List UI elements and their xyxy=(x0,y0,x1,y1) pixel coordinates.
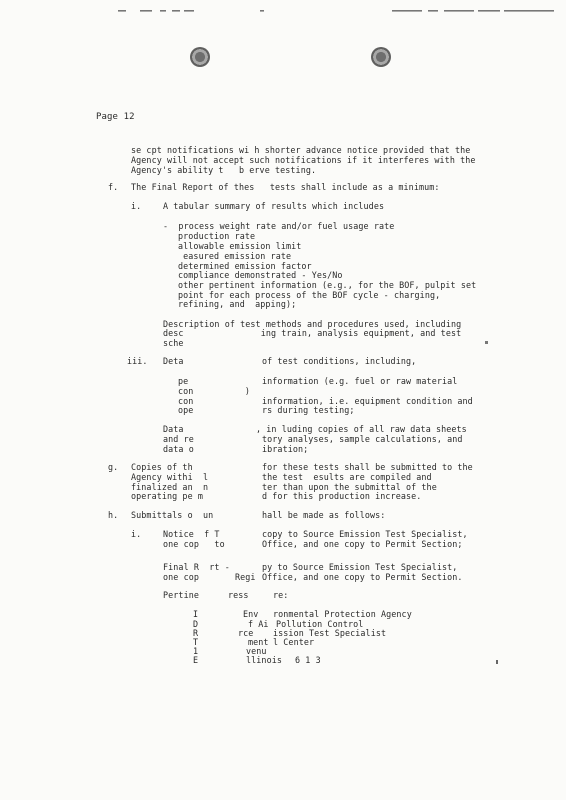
text-line: tory analyses, sample calculations, and xyxy=(262,434,463,444)
item-marker-i: i. xyxy=(131,201,142,211)
text-line: A tabular summary of results which includes xyxy=(163,201,385,211)
list-item: allowable emission limit xyxy=(178,241,302,251)
list-item: refining, and apping); xyxy=(178,299,297,309)
item-marker-iii: iii. xyxy=(127,356,148,366)
address-line: rce xyxy=(238,628,254,638)
text-line: re: xyxy=(273,590,289,600)
address-line: Pollution Control xyxy=(276,619,364,629)
text-line: Submittals o un xyxy=(131,510,214,520)
text-line: operating pe m xyxy=(131,491,203,501)
list-item: information, i.e. equipment condition and xyxy=(262,396,473,406)
text-line: copy to Source Emission Test Specialist, xyxy=(262,529,468,539)
item-marker-g: g. xyxy=(108,462,119,472)
list-item: easured emission rate xyxy=(178,251,292,261)
list-item: compliance demonstrated - Yes/No xyxy=(178,270,343,280)
item-marker-f: f. xyxy=(108,182,119,192)
address-line: ronmental Protection Agency xyxy=(273,609,412,619)
address-line: E xyxy=(193,655,199,665)
text-line: and re xyxy=(163,434,194,444)
text-line: ter than upon the submittal of the xyxy=(262,482,437,492)
address-line: T xyxy=(193,637,199,647)
scan-speck xyxy=(496,660,498,664)
list-item: information (e.g. fuel or raw material xyxy=(262,376,458,386)
text-line: Data xyxy=(163,424,184,434)
text-line: Copies of th xyxy=(131,462,193,472)
text-line: The Final Report of thes tests shall include as a minimum: xyxy=(131,182,440,192)
text-line: Notice f T xyxy=(163,529,220,539)
text-line: se cpt notifications wi h shorter advance notice provided that the xyxy=(131,145,471,155)
address-line: 1 xyxy=(193,646,199,656)
address-line: ment xyxy=(248,637,269,647)
text-line: Deta xyxy=(163,356,184,366)
list-item: pe xyxy=(178,376,189,386)
address-line: I xyxy=(193,609,199,619)
text-line: one cop to xyxy=(163,539,225,549)
text-line: finalized an n xyxy=(131,482,209,492)
list-item: other pertinent information (e.g., for the BOF, pulpit set xyxy=(178,280,477,290)
text-line: the test esults are compiled and xyxy=(262,472,432,482)
list-item: con xyxy=(178,396,194,406)
page-label: Page 12 xyxy=(96,112,135,122)
list-item: ope xyxy=(178,405,194,415)
text-line: py to Source Emission Test Specialist, xyxy=(262,562,458,572)
text-line: Agency's ability t b erve testing. xyxy=(131,165,317,175)
address-line: D xyxy=(193,619,199,629)
text-line: for these tests shall be submitted to the xyxy=(262,462,473,472)
list-item: - process weight rate and/or fuel usage rate xyxy=(163,221,395,231)
list-item: determined emission factor xyxy=(178,261,312,271)
scan-speck xyxy=(485,341,488,344)
text-line: of test conditions, including, xyxy=(262,356,417,366)
text-line: Office, and one copy to Permit Section. xyxy=(262,572,463,582)
text-line: ibration; xyxy=(262,444,309,454)
text-line: , in luding copies of all raw data sheets xyxy=(256,424,467,434)
address-line: f Ai xyxy=(248,619,269,629)
text-line: sche xyxy=(163,338,184,348)
address-line: 6 1 3 xyxy=(295,655,321,665)
text-line: desc ing train, analysis equipment, and test xyxy=(163,328,462,338)
list-item: point for each process of the BOF cycle - charging, xyxy=(178,290,441,300)
text-line: Agency withi l xyxy=(131,472,209,482)
text-line: hall be made as follows: xyxy=(262,510,386,520)
address-line: Env xyxy=(243,609,259,619)
list-item: rs during testing; xyxy=(262,405,355,415)
text-line: Final R rt - xyxy=(163,562,230,572)
seal-emblem-left xyxy=(190,47,210,67)
text-line: Description of test methods and procedures used, including xyxy=(163,319,462,329)
list-item: con ) xyxy=(178,386,250,396)
text-line: Agency will not accept such notifications if it interferes with the xyxy=(131,155,476,165)
text-line: Pertine xyxy=(163,590,199,600)
seal-emblem-right xyxy=(371,47,391,67)
scan-artifact-header xyxy=(60,8,560,18)
text-line: data o xyxy=(163,444,194,454)
address-line: R xyxy=(193,628,199,638)
text-line: Office, and one copy to Permit Section; xyxy=(262,539,463,549)
item-marker-h: h. xyxy=(108,510,119,520)
address-line: llinois xyxy=(246,655,282,665)
text-line: one cop Regi xyxy=(163,572,256,582)
text-line: d for this production increase. xyxy=(262,491,422,501)
address-line: venu xyxy=(246,646,267,656)
item-marker-i: i. xyxy=(131,529,142,539)
address-line: l Center xyxy=(273,637,315,647)
text-line: ress xyxy=(228,590,249,600)
list-item: production rate xyxy=(178,231,256,241)
address-line: ission Test Specialist xyxy=(273,628,387,638)
